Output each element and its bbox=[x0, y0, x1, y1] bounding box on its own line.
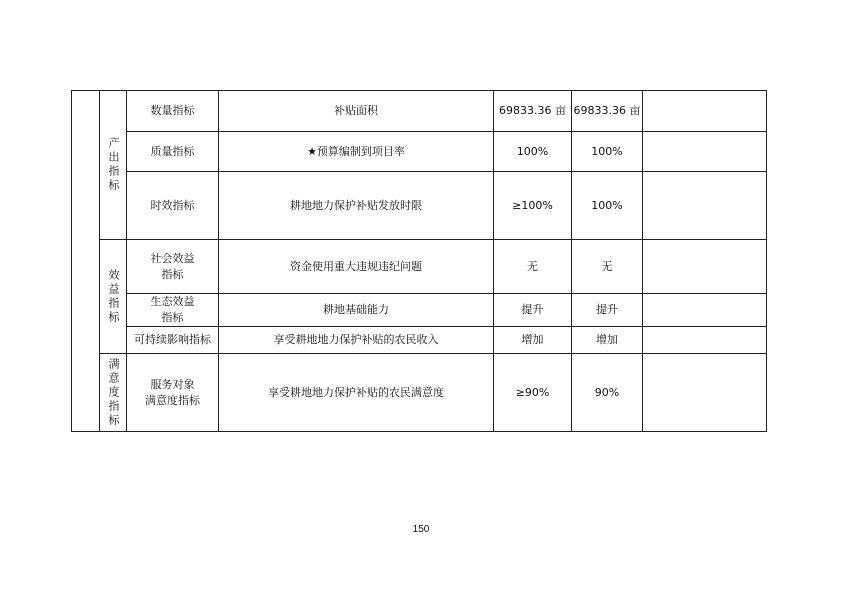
target-value-cell: 增加 bbox=[494, 327, 572, 354]
sub-indicator-cell: 生态效益 指标 bbox=[127, 294, 219, 327]
table-row bbox=[72, 354, 767, 432]
sub-indicator-cell: 可持续影响指标 bbox=[127, 327, 219, 354]
sub-indicator-cell: 质量指标 bbox=[127, 132, 219, 172]
actual-value-cell: 100% bbox=[572, 132, 643, 172]
first-level-cell bbox=[72, 91, 100, 432]
target-value-cell: 提升 bbox=[494, 294, 572, 327]
indicator-cell: 享受耕地地力保护补贴的农民收入 bbox=[219, 327, 494, 354]
target-value-cell: 100% bbox=[494, 132, 572, 172]
indicator-cell: ★预算编制到项目率 bbox=[219, 132, 494, 172]
actual-value-cell: 90% bbox=[572, 354, 643, 432]
note-cell bbox=[643, 91, 767, 132]
indicator-cell: 享受耕地地力保护补贴的农民满意度 bbox=[219, 354, 494, 432]
table-row bbox=[72, 294, 767, 327]
indicator-cell: 耕地地力保护补贴发放时限 bbox=[219, 172, 494, 240]
sub-indicator-cell: 时效指标 bbox=[127, 172, 219, 240]
actual-value-cell: 69833.36 亩 bbox=[572, 91, 643, 132]
table-row bbox=[72, 172, 767, 240]
group-benefit-cell bbox=[100, 240, 127, 354]
note-cell bbox=[643, 240, 767, 294]
note-cell bbox=[643, 354, 767, 432]
sub-indicator-cell: 数量指标 bbox=[127, 91, 219, 132]
group-label-benefit: 效益指标 bbox=[107, 268, 120, 325]
target-value-cell: ≥100% bbox=[494, 172, 572, 240]
group-label-satisfaction: 满意度指标 bbox=[107, 357, 120, 428]
sub-indicator-cell: 社会效益 指标 bbox=[127, 240, 219, 294]
group-label-output: 产出指标 bbox=[107, 137, 120, 193]
note-cell bbox=[643, 172, 767, 240]
target-value-cell: 无 bbox=[494, 240, 572, 294]
table-row bbox=[72, 91, 767, 132]
page-number: 150 bbox=[412, 524, 430, 535]
table-row bbox=[72, 240, 767, 294]
group-satisfaction-cell bbox=[100, 354, 127, 432]
note-cell bbox=[643, 327, 767, 354]
performance-indicator-table bbox=[71, 90, 767, 432]
target-value-cell: ≥90% bbox=[494, 354, 572, 432]
indicator-cell: 资金使用重大违规违纪问题 bbox=[219, 240, 494, 294]
actual-value-cell: 增加 bbox=[572, 327, 643, 354]
indicator-cell: 补贴面积 bbox=[219, 91, 494, 132]
group-output-cell bbox=[100, 91, 127, 240]
table-row bbox=[72, 327, 767, 354]
note-cell bbox=[643, 132, 767, 172]
sub-indicator-cell: 服务对象 满意度指标 bbox=[127, 354, 219, 432]
actual-value-cell: 无 bbox=[572, 240, 643, 294]
table-row bbox=[72, 132, 767, 172]
actual-value-cell: 100% bbox=[572, 172, 643, 240]
note-cell bbox=[643, 294, 767, 327]
target-value-cell: 69833.36 亩 bbox=[494, 91, 572, 132]
actual-value-cell: 提升 bbox=[572, 294, 643, 327]
indicator-cell: 耕地基础能力 bbox=[219, 294, 494, 327]
